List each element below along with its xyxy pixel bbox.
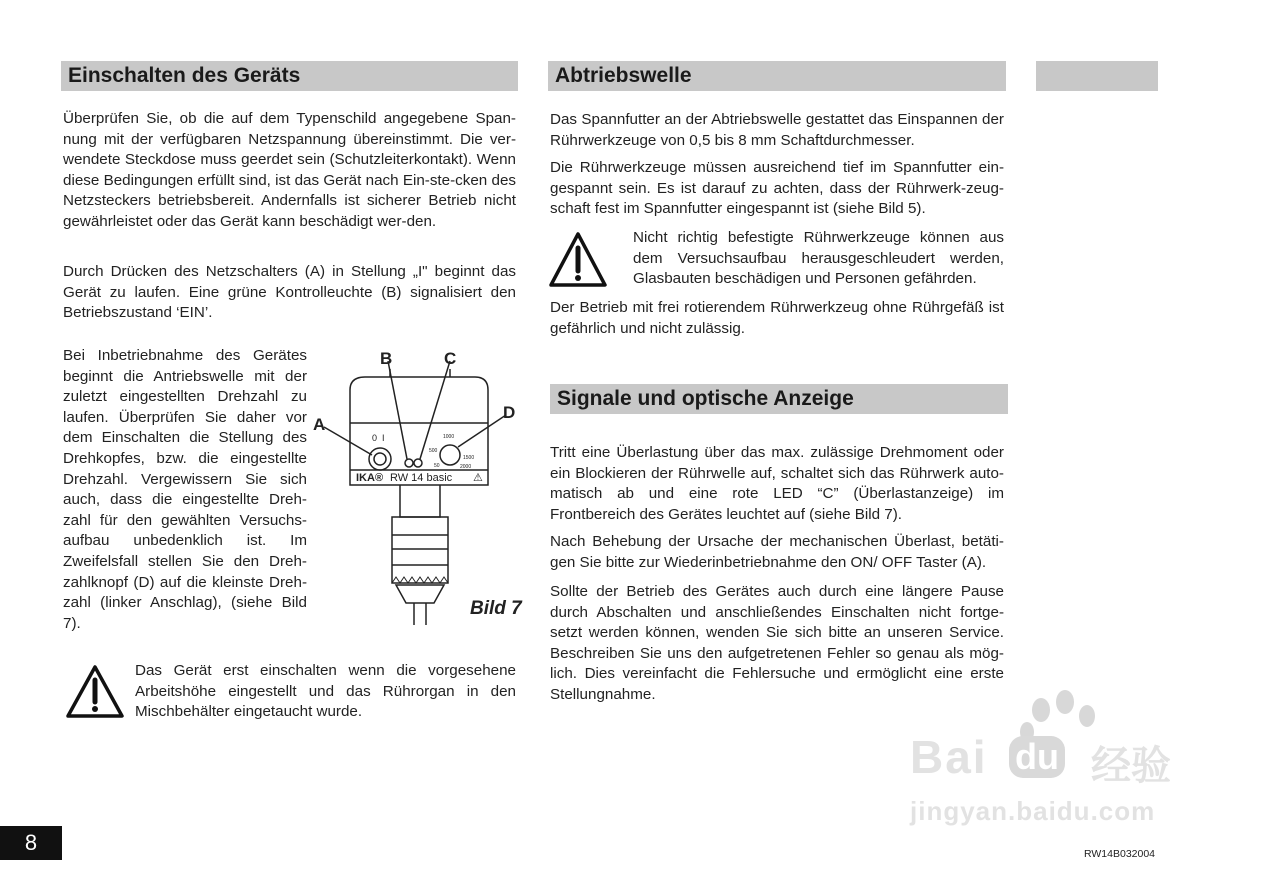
watermark-du: du: [1009, 736, 1065, 778]
warning-text-left: Das Gerät erst einschalten wenn die vorgesehene Arbeitshöhe eingestellt und das Rührorgan in den Mischbehälter eingetaucht wurde.: [135, 662, 516, 721]
paragraph-startup-speed: Bei Inbetriebnahme des Gerätes beginnt die Antriebswelle mit der zuletzt eingestellten Drehzahl zu laufen. Überprüfen Sie daher vor dem Einschalten die Stellung des Drehkopfes, bzw. die eingestellte Drehzahl. Vergewissern Sie sich auch, dass die eingestellte Dreh-zahl für den gewählten Versuchs-aufbau unbedenklich ist. Im Zweifelsfall stellen Sie den Dreh-zahlknopf (D) auf die kleinste Dreh-zahl (linker Anschlag), (siehe Bild 7).: [63, 347, 307, 632]
warning-block-right: [548, 228, 1006, 292]
section-title-einschalten: Einschalten des Geräts: [61, 61, 518, 91]
warning-block-left: [63, 661, 518, 723]
brand-label: IKA®: [356, 472, 384, 484]
warning-icon-small: ⚠: [473, 472, 483, 484]
paragraph-power-switch: Durch Drücken des Netzschalters (A) in Stellung „I" beginnt das Gerät zu laufen. Eine grüne Kontrolleuchte (B) signalisiert den Betriebszustand ‘EIN’.: [63, 263, 516, 322]
figure-label-c: C: [444, 349, 457, 368]
watermark-jingyan: 经验: [1091, 744, 1171, 788]
watermark-url: jingyan.baidu.com: [910, 796, 1156, 826]
speed-mark-50: 50: [434, 463, 440, 469]
paragraph-power-check: Überprüfen Sie, ob die auf dem Typenschild angegebene Span-nung mit der verfügbaren Netzspannung übereinstimmt. Die ver-wendete Steckdose muss geerdet sein (Schutzleiterkontakt). Wenn diese Bedingungen erfüllt sind, ist das Gerät nach Ein-ste-cken des Netzsteckers betriebsbereit. Andernfalls ist sicherer Betrieb nicht gewährleistet oder das Gerät kann beschädigt wer-den.: [63, 110, 516, 230]
speed-mark-2000: 2000: [460, 464, 472, 470]
paragraph-tools-clamping: Die Rührwerkzeuge müssen ausreichend tief im Spannfutter ein-gespannt sein. Es ist darauf zu achten, dass der Rührwerk-zeug-schaft fest im Spannfutter eingespannt ist (siehe Bild 5).: [550, 159, 1004, 218]
figure-label-b: B: [380, 349, 393, 368]
paragraph-chuck: Das Spannfutter an der Abtriebswelle gestattet das Einspannen der Rührwerkzeuge von 0,5 bis 8 mm Schaftdurchmesser.: [550, 111, 1004, 149]
warning-text-right: Nicht richtig befestigte Rührwerkzeuge können aus dem Versuchsaufbau herausgeschleudert werden, Glasbauten beschädigen und Personen gefährden.: [633, 229, 1004, 288]
warning-icon: [548, 231, 608, 288]
paragraph-service: Sollte der Betrieb des Gerätes auch durch eine längere Pause durch Abschalten und anschließendes Einschalten nicht fortge-setzt werden können, wenden Sie sich bitte an unseren Service. Beschreiben Sie uns den aufgetretenen Fehler so genau als mög-lich. Dies vereinfacht die Fehlersuche und ermöglicht eine erste Stellungnahme.: [550, 583, 1004, 703]
document-code: RW14B032004: [1084, 848, 1156, 860]
figure-label-a: A: [313, 415, 326, 434]
figure-caption: Bild 7: [470, 598, 522, 619]
speed-mark-500: 500: [429, 448, 438, 454]
figure-device: [310, 345, 525, 630]
paragraph-free-rotation: Der Betrieb mit frei rotierendem Rührwerkzeug ohne Rührgefäß ist gefährlich und nicht zulässig.: [550, 299, 1004, 337]
warning-icon: [65, 664, 125, 719]
watermark-bai: Bai: [910, 731, 988, 783]
page-number: 8: [0, 826, 62, 860]
paragraph-restart: Nach Behebung der Ursache der mechanischen Überlast, betäti-gen Sie bitte zur Wiederinbetriebnahme den ON/ OFF Taster (A).: [550, 533, 1004, 571]
device-drawing: [310, 345, 525, 630]
baidu-watermark: [905, 690, 1205, 840]
paragraph-overload: Tritt eine Überlastung über das max. zulässige Drehmoment oder ein Blockieren der Rührwelle auf, schaltet sich das Rührwerk auto-matisch ab und eine rote LED “C” (Überlastanzeige) im Frontbereich des Gerätes leuchtet auf (siehe Bild 7).: [550, 444, 1004, 523]
speed-mark-1500: 1500: [463, 455, 475, 461]
section-title-abtriebswelle: Abtriebswelle: [548, 61, 1006, 91]
figure-label-d: D: [503, 403, 516, 422]
section-title-empty: [1036, 61, 1158, 91]
section-title-signale: Signale und optische Anzeige: [550, 384, 1008, 414]
switch-marks: 0 I: [372, 433, 385, 443]
model-label: RW 14 basic: [390, 472, 453, 484]
speed-mark-1000: 1000: [443, 434, 455, 440]
